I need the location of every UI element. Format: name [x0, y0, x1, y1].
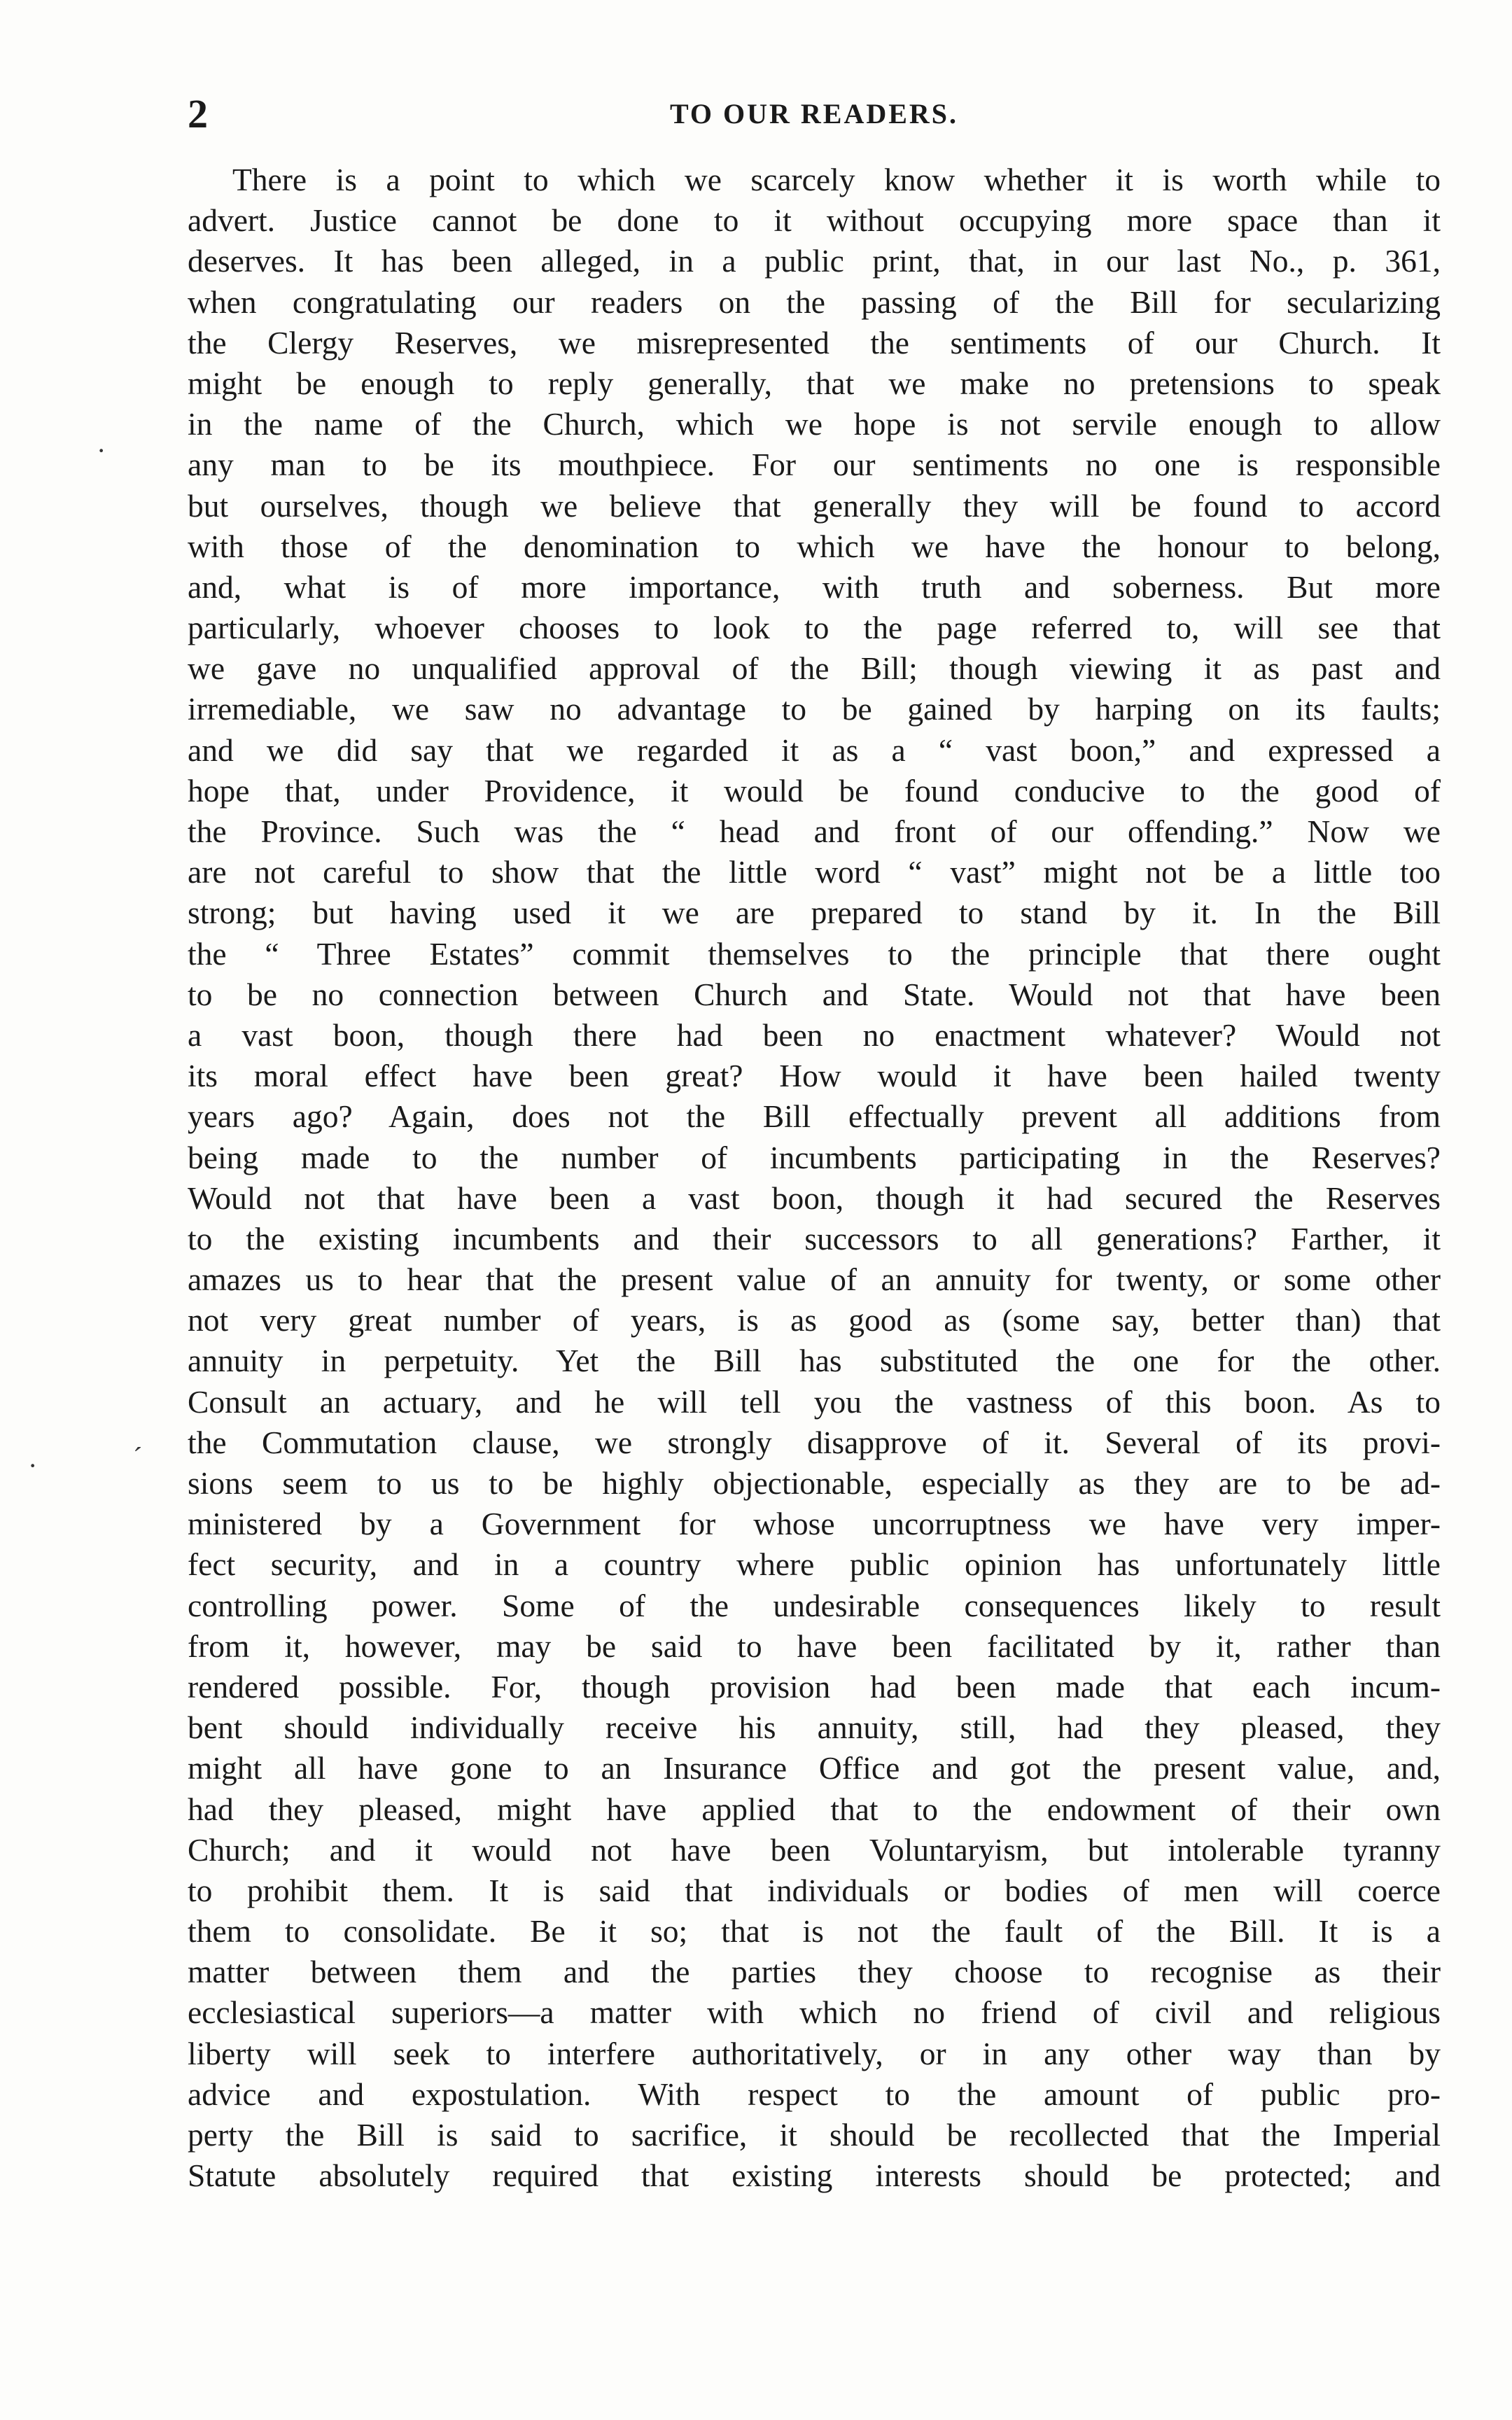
text-line: fect security, and in a country where public opinion has unfortunately little	[188, 1546, 1441, 1583]
text-line: liberty will seek to interfere authoritatively, or in any other way than by	[188, 2035, 1441, 2071]
text-line: and we did say that we regarded it as a “ vast boon,” and expressed a	[188, 732, 1441, 768]
text-line: advice and expostulation. With respect to the amount of public pro-	[188, 2076, 1441, 2112]
text-line: ministered by a Government for whose uncorruptness we have very imper-	[188, 1506, 1441, 1542]
text-line: strong; but having used it we are prepared to stand by it. In the Bill	[188, 895, 1441, 931]
text-line: years ago? Again, does not the Bill effectually prevent all additions from	[188, 1098, 1441, 1135]
text-line: particularly, whoever chooses to look to the page referred to, will see that	[188, 610, 1441, 646]
text-line: Would not that have been a vast boon, though it had secured the Reserves	[188, 1180, 1441, 1216]
text-line: the Commutation clause, we strongly disapprove of it. Several of its provi-	[188, 1424, 1441, 1460]
page-header	[188, 83, 1441, 146]
text-line: annuity in perpetuity. Yet the Bill has substituted the one for the other.	[188, 1343, 1441, 1379]
text-line: are not careful to show that the little word “ vast” might not be a little too	[188, 854, 1441, 890]
text-line: Church; and it would not have been Voluntaryism, but intolerable tyranny	[188, 1831, 1441, 1868]
text-line: advert. Justice cannot be done to it without occupying more space than it	[188, 202, 1441, 239]
text-line: and, what is of more importance, with truth and soberness. But more	[188, 568, 1441, 605]
text-line: deserves. It has been alleged, in a public print, that, in our last No., p. 361,	[188, 243, 1441, 279]
text-line: bent should individually receive his annuity, still, had they pleased, they	[188, 1709, 1441, 1746]
text-line: but ourselves, though we believe that generally they will be found to accord	[188, 487, 1441, 524]
text-line: hope that, under Providence, it would be found conducive to the good of	[188, 772, 1441, 809]
text-line: when congratulating our readers on the passing of the Bill for secularizing	[188, 284, 1441, 320]
margin-speck: ·	[28, 1450, 38, 1481]
text-line: to prohibit them. It is said that individuals or bodies of men will coerce	[188, 1872, 1441, 1908]
text-line: sions seem to us to be highly objectionable, especially as they are to be ad-	[188, 1465, 1441, 1501]
text-line: Statute absolutely required that existing interests should be protected; and	[188, 2157, 1441, 2194]
text-line: a vast boon, though there had been no enactment whatever? Would not	[188, 1016, 1441, 1053]
text-line: being made to the number of incumbents participating in the Reserves?	[188, 1139, 1441, 1175]
text-line: the Province. Such was the “ head and front of our offending.” Now we	[188, 813, 1441, 849]
page-number: 2	[188, 91, 208, 137]
text-line: amazes us to hear that the present value of an annuity for twenty, or some other	[188, 1261, 1441, 1298]
text-line: with those of the denomination to which we have the honour to belong,	[188, 528, 1441, 564]
text-line: might all have gone to an Insurance Office and got the present value, and,	[188, 1750, 1441, 1786]
text-line: in the name of the Church, which we hope is not servile enough to allow	[188, 406, 1441, 442]
margin-speck: ´	[133, 1441, 143, 1473]
text-line: controlling power. Some of the undesirable consequences likely to result	[188, 1587, 1441, 1623]
text-line: them to consolidate. Be it so; that is not the fault of the Bill. It is a	[188, 1913, 1441, 1950]
text-line: from it, however, may be said to have been facilitated by it, rather than	[188, 1628, 1441, 1664]
text-line: ecclesiastical superiors—a matter with which no friend of civil and religious	[188, 1994, 1441, 2031]
text-line: matter between them and the parties they choose to recognise as their	[188, 1954, 1441, 1990]
body-paragraph	[188, 160, 1441, 2196]
text-line: its moral effect have been great? How would it have been hailed twenty	[188, 1058, 1441, 1094]
text-line: Consult an actuary, and he will tell you the vastness of this boon. As to	[188, 1383, 1441, 1420]
text-line: to be no connection between Church and State. Would not that have been	[188, 976, 1441, 1012]
text-line: had they pleased, might have applied that to the endowment of their own	[188, 1791, 1441, 1827]
text-line: rendered possible. For, though provision had been made that each incum-	[188, 1668, 1441, 1705]
text-line: irremediable, we saw no advantage to be gained by harping on its faults;	[188, 691, 1441, 727]
running-head: TO OUR READERS.	[669, 98, 959, 130]
text-line: might be enough to reply generally, that we make no pretensions to speak	[188, 365, 1441, 401]
margin-speck: ·	[97, 435, 106, 466]
text-line: any man to be its mouthpiece. For our sentiments no one is responsible	[188, 447, 1441, 483]
text-line: not very great number of years, is as good as (some say, better than) that	[188, 1302, 1441, 1338]
text-line: the “ Three Estates” commit themselves to the principle that there ought	[188, 935, 1441, 972]
text-line: the Clergy Reserves, we misrepresented the sentiments of our Church. It	[188, 324, 1441, 361]
text-line: we gave no unqualified approval of the Bill; though viewing it as past and	[188, 650, 1441, 687]
text-line: perty the Bill is said to sacrifice, it should be recollected that the Imperial	[188, 2117, 1441, 2153]
text-line: to the existing incumbents and their successors to all generations? Farther, it	[188, 1220, 1441, 1257]
text-line: There is a point to which we scarcely know whether it is worth while to	[232, 162, 1441, 197]
